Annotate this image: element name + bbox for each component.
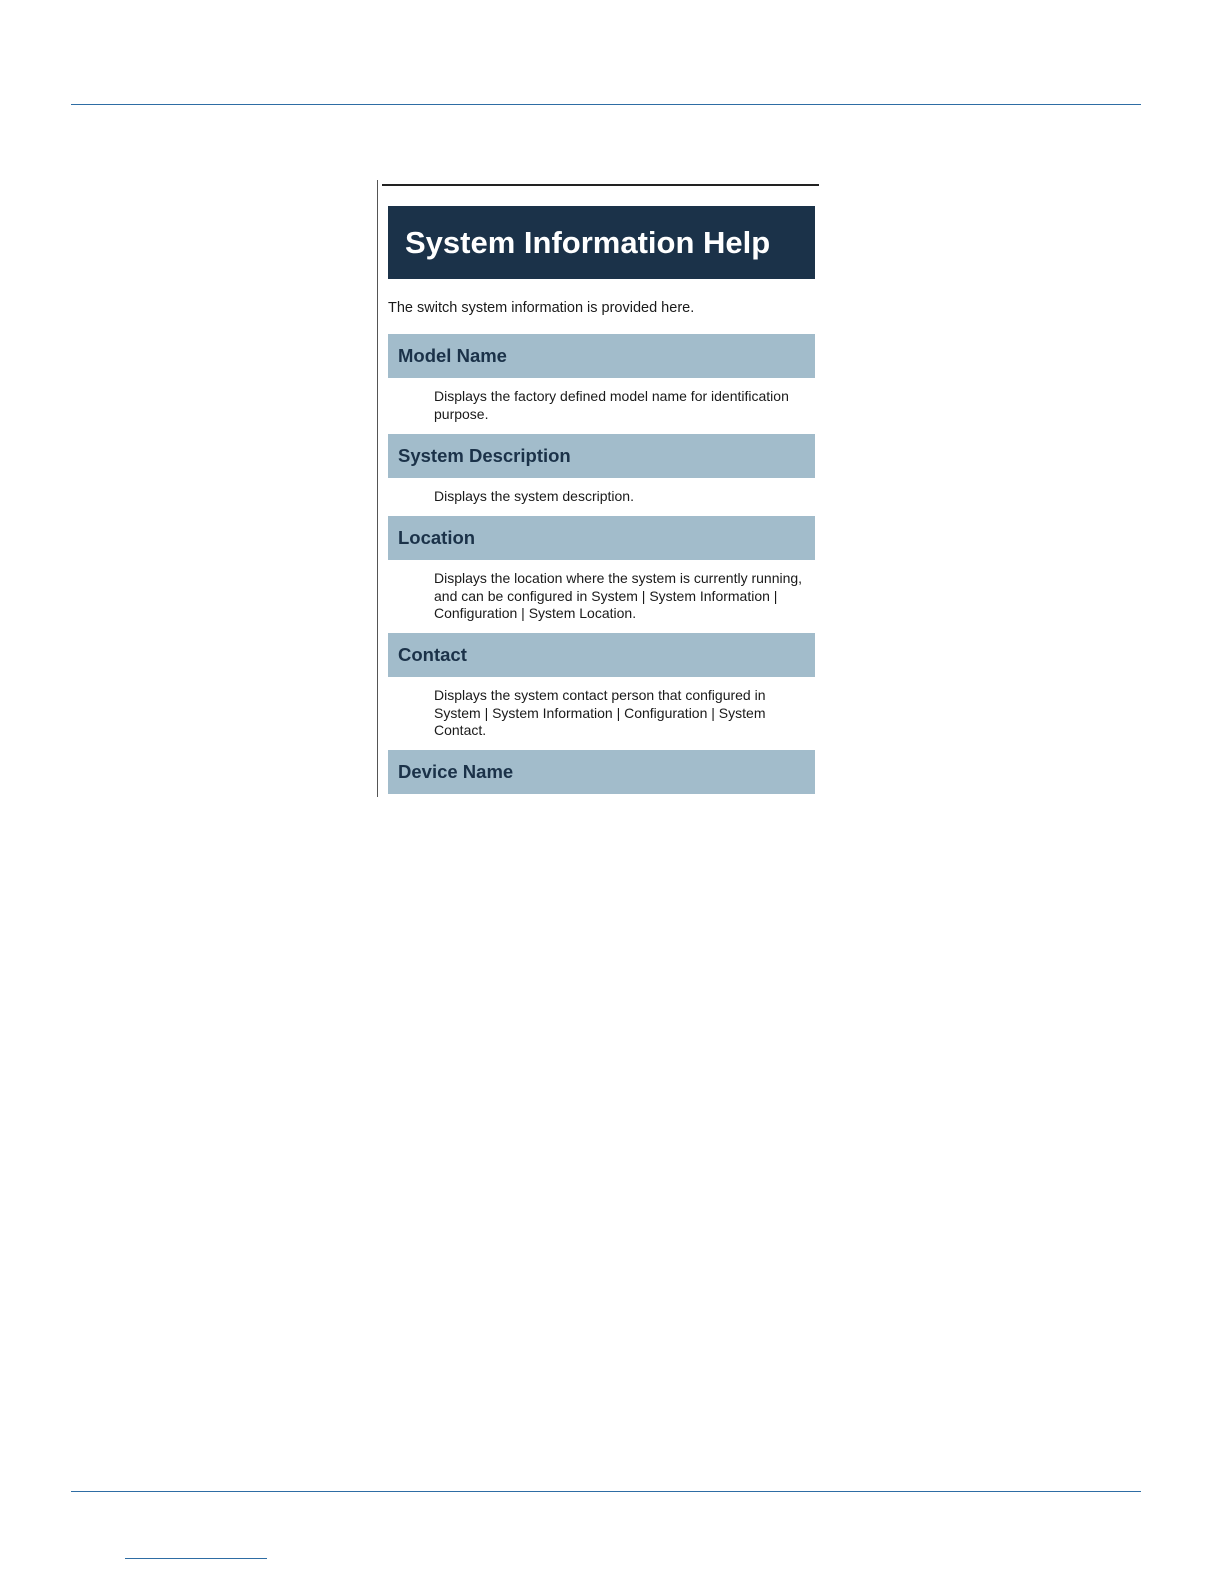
footer-rule [71,1491,1141,1492]
section-heading-system-description: System Description [388,434,815,478]
help-intro: The switch system information is provided here. [388,300,695,316]
help-screenshot [377,180,819,797]
section-heading-device-name: Device Name [388,750,815,794]
section-desc-contact: Displays the system contact person that configured in System | System Information | Configuration | System Contact. [434,687,766,738]
header-rule [71,104,1141,105]
section-desc-model-name: Displays the factory defined model name for identification purpose. [434,388,789,422]
section-heading-contact: Contact [388,633,815,677]
screenshot-top-border [382,184,819,186]
footer-short-rule [125,1558,267,1559]
section-desc-system-description: Displays the system description. [434,488,634,504]
screenshot-left-border [377,180,378,797]
section-desc-location: Displays the location where the system is currently running, and can be configured in System | System Information | Configuration | System Location. [434,570,803,621]
section-heading-location: Location [388,516,815,560]
section-heading-model-name: Model Name [388,334,815,378]
help-title: System Information Help [388,206,815,279]
